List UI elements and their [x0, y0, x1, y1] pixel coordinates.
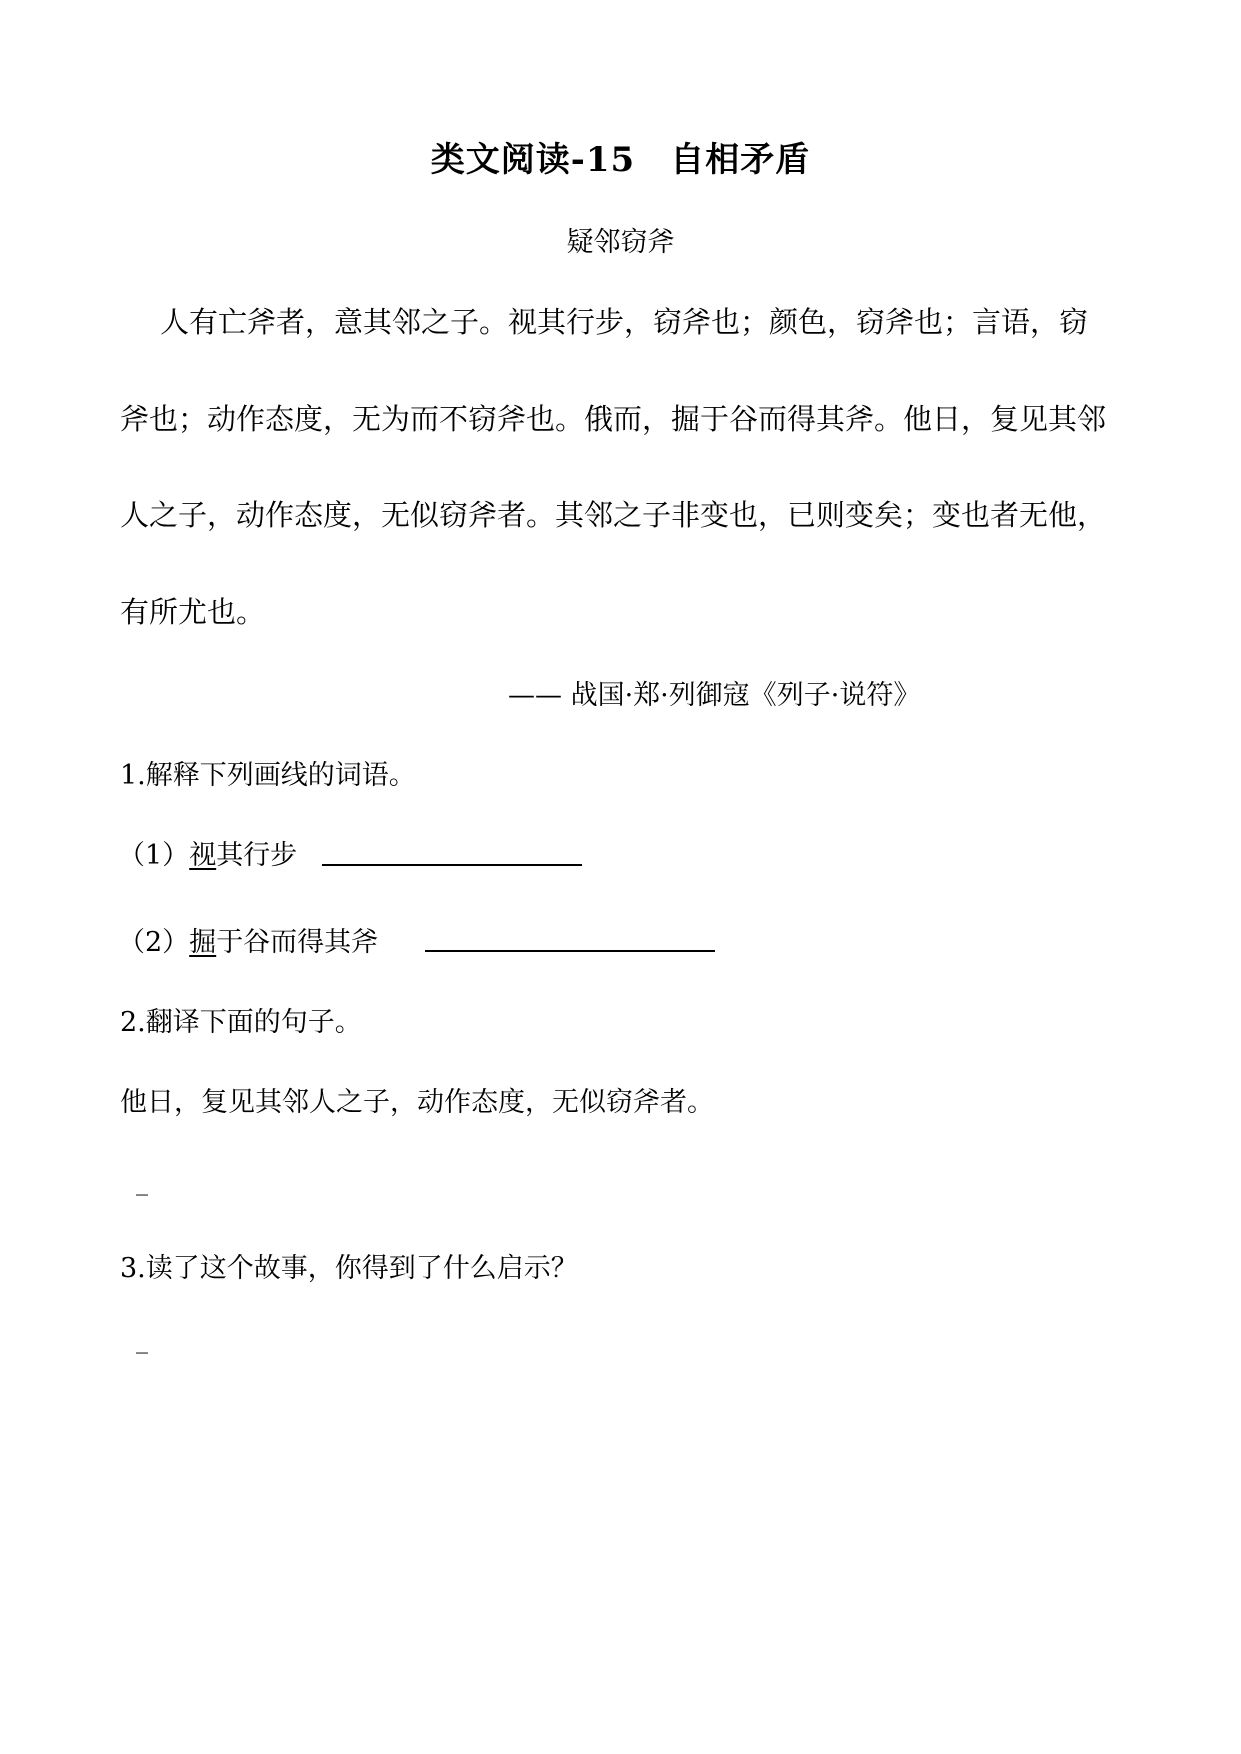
passage-line: 有所尤也。	[120, 595, 266, 629]
answer-blank-1[interactable]	[322, 862, 582, 866]
page-title: 类文阅读-15 自相矛盾	[430, 140, 811, 180]
question-2-answer-line[interactable]: _	[136, 1168, 148, 1196]
question-1-item-2	[118, 920, 378, 959]
passage-line: 斧也；动作态度，无为而不窃斧也。俄而，掘于谷而得其斧。他日，复见其邻	[120, 402, 1107, 436]
question-1-prompt: 1.解释下列画线的词语。	[120, 760, 416, 791]
item-text: 于谷而得其斧	[216, 927, 379, 958]
passage-source: —— 战国·郑·列御寇《列子·说符》	[508, 680, 921, 711]
question-2-sentence: 他日，复见其邻人之子，动作态度，无似窃斧者。	[120, 1087, 714, 1118]
answer-blank-2[interactable]	[425, 948, 715, 952]
passage-line: 人有亡斧者，意其邻之子。视其行步，窃斧也；颜色，窃斧也；言语，窃	[160, 305, 1089, 339]
item-number: （1）	[118, 840, 190, 871]
passage-title: 疑邻窃斧	[566, 227, 675, 258]
underlined-word: 掘	[189, 927, 217, 958]
question-2-prompt: 2.翻译下面的句子。	[120, 1007, 362, 1038]
underlined-word: 视	[189, 840, 217, 871]
question-3-prompt: 3.读了这个故事，你得到了什么启示？	[120, 1253, 578, 1284]
item-text: 其行步	[216, 840, 298, 871]
question-3-answer-line[interactable]: _	[136, 1326, 148, 1354]
passage-line: 人之子，动作态度，无似窃斧者。其邻之子非变也，已则变矣；变也者无他，	[120, 498, 1107, 532]
item-number: （2）	[118, 927, 190, 958]
question-1-item-1	[118, 833, 297, 872]
